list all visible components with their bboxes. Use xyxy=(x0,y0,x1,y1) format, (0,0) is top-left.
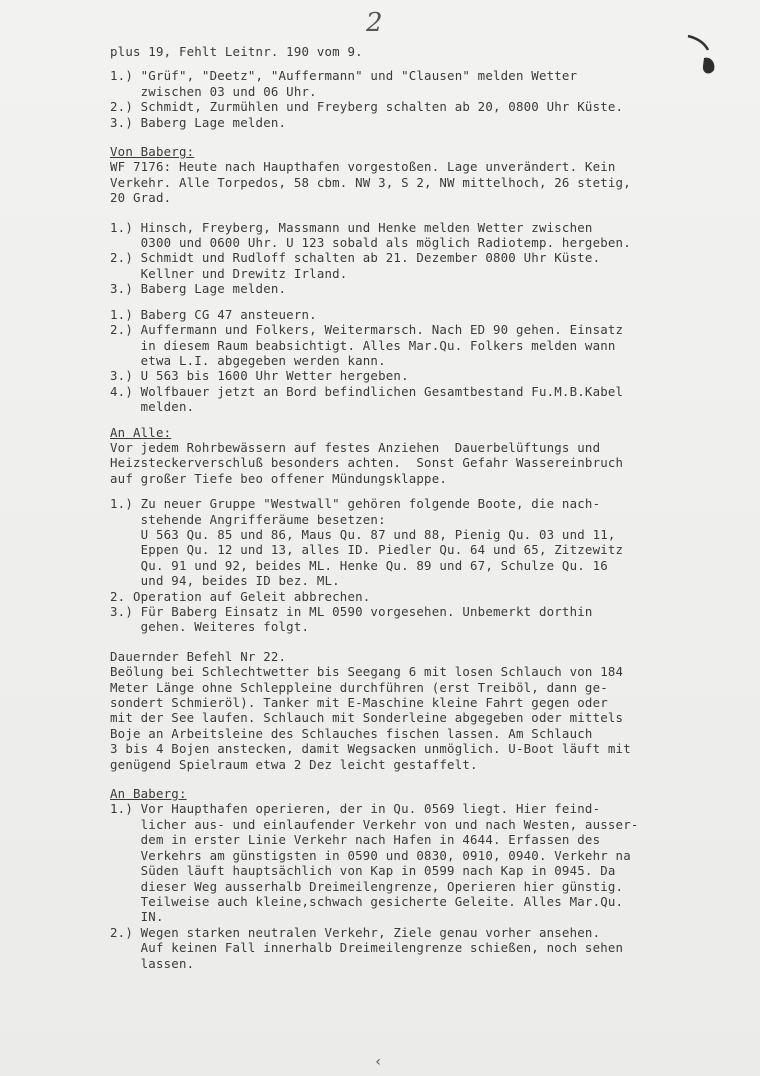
text-line: Süden läuft hauptsächlich von Kap in 0599 nach Kap in 0945. Da xyxy=(110,863,616,879)
message-block-b6 xyxy=(110,496,750,635)
text-line: und 94, beides ID bez. ML. xyxy=(110,573,340,589)
text-line: dem in erster Linie Verkehr nach Hafen in 4644. Erfassen des xyxy=(110,832,601,848)
text-line: Beölung bei Schlechtwetter bis Seegang 6 mit losen Schlauch von 184 xyxy=(110,664,624,680)
text-line: IN. xyxy=(110,909,164,925)
text-line: licher aus- und einlaufender Verkehr von und nach Westen, ausser- xyxy=(110,816,639,832)
text-line: Verkehr. Alle Torpedos, 58 cbm. NW 3, S 2, NW mittelhoch, 26 stetig, xyxy=(110,174,631,190)
text-line: 0300 und 0600 Uhr. U 123 sobald als möglich Radiotemp. hergeben. xyxy=(110,235,631,251)
text-line: in diesem Raum beabsichtigt. Alles Mar.Qu. Folkers melden wann xyxy=(110,337,616,353)
header-line: plus 19, Fehlt Leitnr. 190 vom 9. xyxy=(110,44,363,59)
text-line: 1.) "Grüf", "Deetz", "Auffermann" und "Clausen" melden Wetter xyxy=(110,68,578,84)
text-line: 2.) Schmidt, Zurmühlen und Freyberg schalten ab 20, 0800 Uhr Küste. xyxy=(110,99,624,115)
message-block-b3 xyxy=(110,220,750,297)
document-body xyxy=(110,44,750,971)
text-line: Teilweise auch kleine,schwach gesicherte Geleite. Alles Mar.Qu. xyxy=(110,893,624,909)
text-line: zwischen 03 und 06 Uhr. xyxy=(110,83,317,99)
text-line: genügend Spielraum etwa 2 Dez leicht gestaffelt. xyxy=(110,756,478,772)
text-line: sondert Schmieröl). Tanker mit E-Maschine kleine Fahrt gegen oder xyxy=(110,695,608,711)
text-line: 2.) Wegen starken neutralen Verkehr, Ziele genau vorher ansehen. xyxy=(110,924,601,940)
text-line: 2.) Schmidt und Rudloff schalten ab 21. Dezember 0800 Uhr Küste. xyxy=(110,250,601,266)
text-line: WF 7176: Heute nach Haupthafen vorgestoßen. Lage unverändert. Kein xyxy=(110,159,616,175)
message-block-b4 xyxy=(110,307,750,415)
text-line: melden. xyxy=(110,399,195,415)
message-block-b2 xyxy=(110,144,750,206)
text-line: Kellner und Drewitz Irland. xyxy=(110,265,348,281)
text-line: Heizsteckerverschluß besonders achten. Sonst Gefahr Wassereinbruch xyxy=(110,455,624,471)
text-line: stehende Angrifferäume besetzen: xyxy=(110,511,386,527)
text-line: mit der See laufen. Schlauch mit Sonderleine abgegeben oder mittels xyxy=(110,710,624,726)
text-line: Qu. 91 und 92, beides ML. Henke Qu. 89 und 67, Schulze Qu. 16 xyxy=(110,557,608,573)
text-line: Verkehrs am günstigsten in 0590 und 0830, 0910, 0940. Verkehr na xyxy=(110,847,631,863)
message-blocks xyxy=(110,68,750,971)
text-line: 4.) Wolfbauer jetzt an Bord befindlichen Gesamtbestand Fu.M.B.Kabel xyxy=(110,383,624,399)
text-line: Dauernder Befehl Nr 22. xyxy=(110,648,287,664)
section-heading: An Alle: xyxy=(110,424,172,440)
text-line: 3 bis 4 Bojen anstecken, damit Wegsacken unmöglich. U-Boot läuft mit xyxy=(110,741,631,757)
text-line: lassen. xyxy=(110,955,195,971)
text-line: Boje an Arbeitsleine des Schlauches fischen lassen. Am Schlauch xyxy=(110,725,593,741)
message-block-b8 xyxy=(110,786,750,971)
section-heading: An Baberg: xyxy=(110,786,187,802)
text-line: 3.) U 563 bis 1600 Uhr Wetter hergeben. xyxy=(110,368,409,384)
footer-mark: ‹ xyxy=(374,1054,383,1070)
text-line: 20 Grad. xyxy=(110,190,172,206)
message-block-b7 xyxy=(110,649,750,772)
text-line: 1.) Zu neuer Gruppe "Westwall" gehören folgende Boote, die nach- xyxy=(110,496,601,512)
text-line: 1.) Hinsch, Freyberg, Massmann und Henke melden Wetter zwischen xyxy=(110,219,593,235)
text-line: 1.) Vor Haupthafen operieren, der in Qu. 0569 liegt. Hier feind- xyxy=(110,801,601,817)
page-number: 2 xyxy=(366,8,383,38)
text-line: 2. Operation auf Geleit abbrechen. xyxy=(110,588,371,604)
text-line: Auf keinen Fall innerhalb Dreimeilengrenze schießen, noch sehen xyxy=(110,940,624,956)
text-line: etwa L.I. abgegeben werden kann. xyxy=(110,352,386,368)
text-line: 3.) Für Baberg Einsatz in ML 0590 vorgesehen. Unbemerkt dorthin xyxy=(110,604,593,619)
text-line: Meter Länge ohne Schleppleine durchführen (erst Treiböl, dann ge- xyxy=(110,679,608,695)
text-line: gehen. Weiteres folgt. xyxy=(110,619,310,635)
text-line: 3.) Baberg Lage melden. xyxy=(110,114,287,130)
text-line: Eppen Qu. 12 und 13, alles ID. Piedler Qu. 64 und 65, Zitzewitz xyxy=(110,542,624,558)
text-line: dieser Weg ausserhalb Dreimeilengrenze, Operieren hier günstig. xyxy=(110,878,624,894)
text-line: 2.) Auffermann und Folkers, Weitermarsch. Nach ED 90 gehen. Einsatz xyxy=(110,322,624,338)
text-line: auf großer Tiefe beo offener Mündungsklappe. xyxy=(110,470,448,486)
text-line: U 563 Qu. 85 und 86, Maus Qu. 87 und 88, Pienig Qu. 03 und 11, xyxy=(110,526,616,542)
section-heading: Von Baberg: xyxy=(110,144,195,160)
text-line: Vor jedem Rohrbewässern auf festes Anziehen Dauerbelüftungs und xyxy=(110,439,601,455)
message-block-b5 xyxy=(110,425,750,487)
message-block-b1 xyxy=(110,68,750,130)
text-line: 3.) Baberg Lage melden. xyxy=(110,281,287,297)
text-line: 1.) Baberg CG 47 ansteuern. xyxy=(110,306,317,322)
